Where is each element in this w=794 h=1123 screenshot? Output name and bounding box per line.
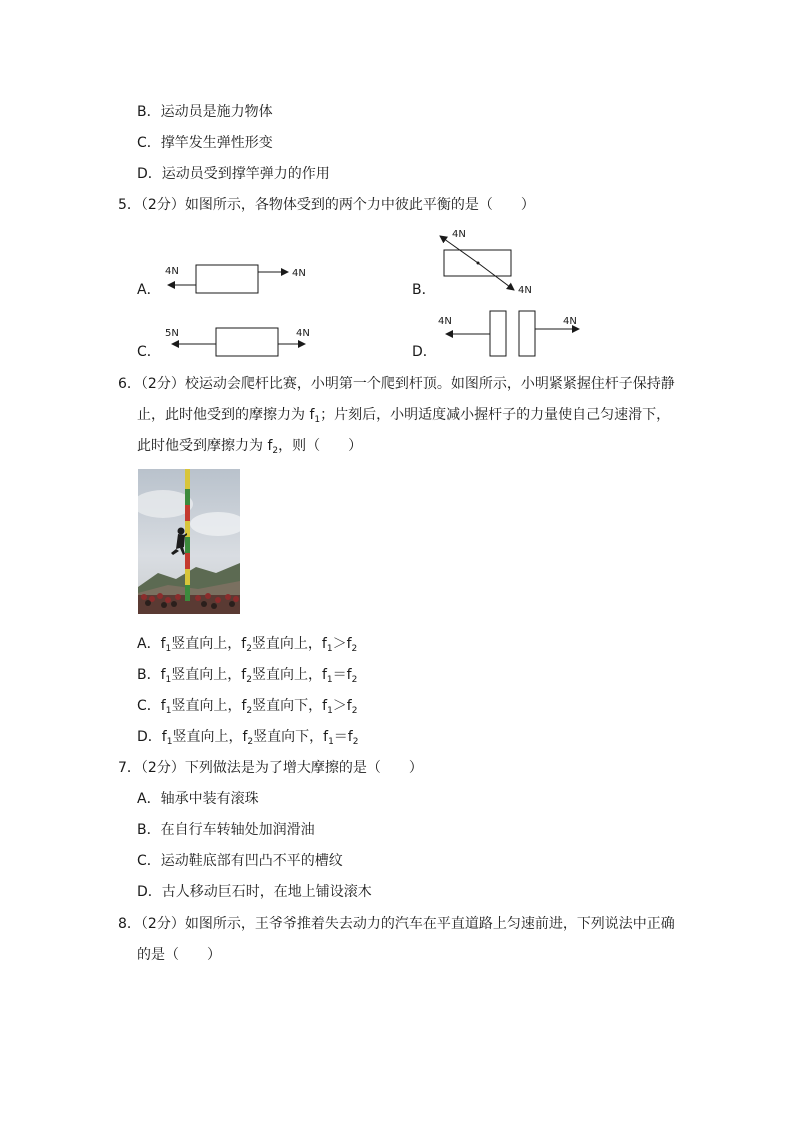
q6-option-c: C．$f_1$竖直向上，$f_2$竖直向下，$f_1>f_2$ <box>137 698 358 716</box>
q5-label-d: D． <box>412 344 437 360</box>
q8-stem-line1: 8．（2分）如图所示，王爷爷推着失去动力的汽车在平直道路上匀速前进，下列说法中正确 <box>118 916 675 932</box>
q5-figure-b <box>440 229 532 296</box>
q6-stem-line3: 此时他受到摩擦力为 $f_2$，则（ ） <box>137 438 363 456</box>
q5-label-a: A． <box>137 282 161 298</box>
force-label: 5N <box>165 328 179 339</box>
q8-stem-line2: 的是（ ） <box>137 947 221 963</box>
q7-stem: 7．（2分）下列做法是为了增大摩擦的是（ ） <box>118 760 423 776</box>
q4-option-d: D．运动员受到撑竿弹力的作用 <box>137 166 330 182</box>
q4-option-c: C．撑竿发生弹性形变 <box>137 135 273 151</box>
q5-figure-a <box>165 265 306 293</box>
q6-option-d: D．$f_1$竖直向上，$f_2$竖直向下，$f_1=f_2$ <box>137 729 359 747</box>
q5-figure-c <box>165 328 310 356</box>
force-label: 4N <box>563 316 577 327</box>
q6-option-a: A．$f_1$竖直向上，$f_2$竖直向上，$f_1>f_2$ <box>137 636 358 654</box>
q5-label-c: C． <box>137 344 161 360</box>
q5-figure-d <box>438 311 579 356</box>
force-label: 4N <box>165 266 179 277</box>
q6-stem-line1: 6．（2分）校运动会爬杆比赛，小明第一个爬到杆顶。如图所示，小明紧紧握住杆子保持静 <box>118 376 675 392</box>
q6-option-b: B．$f_1$竖直向上，$f_2$竖直向上，$f_1=f_2$ <box>137 667 358 685</box>
q7-option-d: D．古人移动巨石时，在地上铺设滚木 <box>137 884 372 900</box>
q5-stem: 5．（2分）如图所示，各物体受到的两个力中彼此平衡的是（ ） <box>118 197 535 213</box>
q4-option-b: B．运动员是施力物体 <box>137 104 273 120</box>
force-label: 4N <box>518 285 532 296</box>
force-label: 4N <box>452 229 466 240</box>
pole-climbing-photo <box>138 469 240 614</box>
q7-option-b: B．在自行车转轴处加润滑油 <box>137 822 315 838</box>
q7-option-c: C．运动鞋底部有凹凸不平的槽纹 <box>137 853 343 869</box>
q7-option-a: A．轴承中装有滚珠 <box>137 791 259 807</box>
force-label: 4N <box>296 328 310 339</box>
q5-label-b: B． <box>412 282 436 298</box>
force-label: 4N <box>292 268 306 279</box>
q6-stem-line2: 止，此时他受到的摩擦力为 $f_1$；片刻后，小明适度减小握杆子的力量使自己匀速滑下， <box>137 407 671 425</box>
force-label: 4N <box>438 316 452 327</box>
